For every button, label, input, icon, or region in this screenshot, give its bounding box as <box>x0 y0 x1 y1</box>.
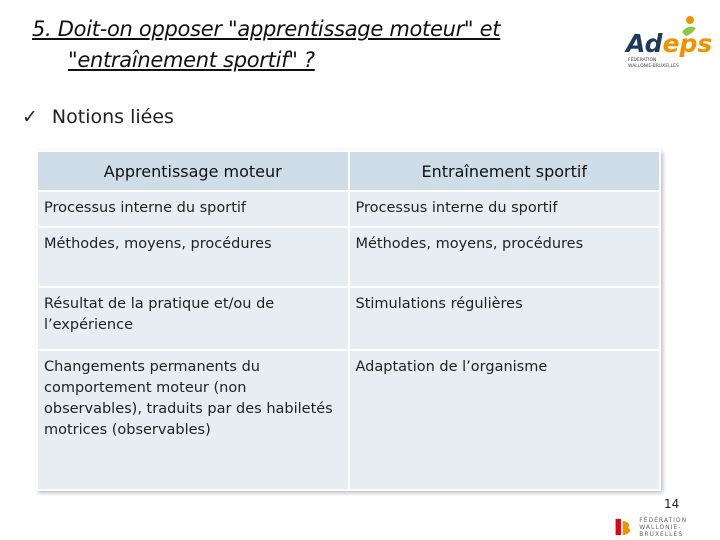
table-header-apprentissage: Apprentissage moteur <box>37 151 349 191</box>
logo-figure-head <box>686 16 694 24</box>
table-cell: Résultat de la pratique et/ou de l’expérience <box>37 287 349 350</box>
table-row <box>37 287 660 350</box>
federation-logo-text <box>639 517 716 538</box>
slide-title-line-2: "entraînement sportif" ? <box>68 48 315 72</box>
logo-subtitle-2: WALLONIE-BRUXELLES <box>628 64 679 69</box>
logo-wordmark: Adeps <box>626 29 712 58</box>
page-number: 14 <box>664 497 680 511</box>
bullet-text: Notions liées <box>51 106 174 128</box>
table-row <box>37 227 660 287</box>
table-row <box>37 350 660 490</box>
checkmark-icon: ✓ <box>22 106 38 128</box>
table-cell: Méthodes, moyens, procédures <box>349 227 661 287</box>
slide-title-line-1: 5. Doit-on opposer "apprentissage moteur" et <box>32 17 501 41</box>
table-cell: Processus interne du sportif <box>349 191 661 227</box>
logo-subtitle-1: FÉDÉRATION <box>628 58 657 63</box>
adeps-logo <box>622 8 712 74</box>
federation-logo <box>612 514 716 540</box>
table-cell: Méthodes, moyens, procédures <box>37 227 349 287</box>
table-cell: Changements permanents du comportement moteur (non observables), traduits par des habiletés motrices (observables) <box>37 350 349 490</box>
federation-line-2: WALLONIE-BRUXELLES <box>639 523 684 538</box>
federation-logo-icon <box>612 514 635 540</box>
table-cell: Processus interne du sportif <box>37 191 349 227</box>
table-cell: Adaptation de l’organisme <box>349 350 661 490</box>
adeps-logo-graphic <box>622 8 712 74</box>
table-header-entrainement: Entraînement sportif <box>349 151 661 191</box>
table-header-row <box>37 151 660 191</box>
bullet-item <box>22 106 174 128</box>
comparison-table <box>36 150 661 491</box>
table-cell: Stimulations régulières <box>349 287 661 350</box>
federation-line-1: FÉDÉRATION <box>639 516 688 524</box>
table-row <box>37 191 660 227</box>
slide-title <box>32 14 592 76</box>
